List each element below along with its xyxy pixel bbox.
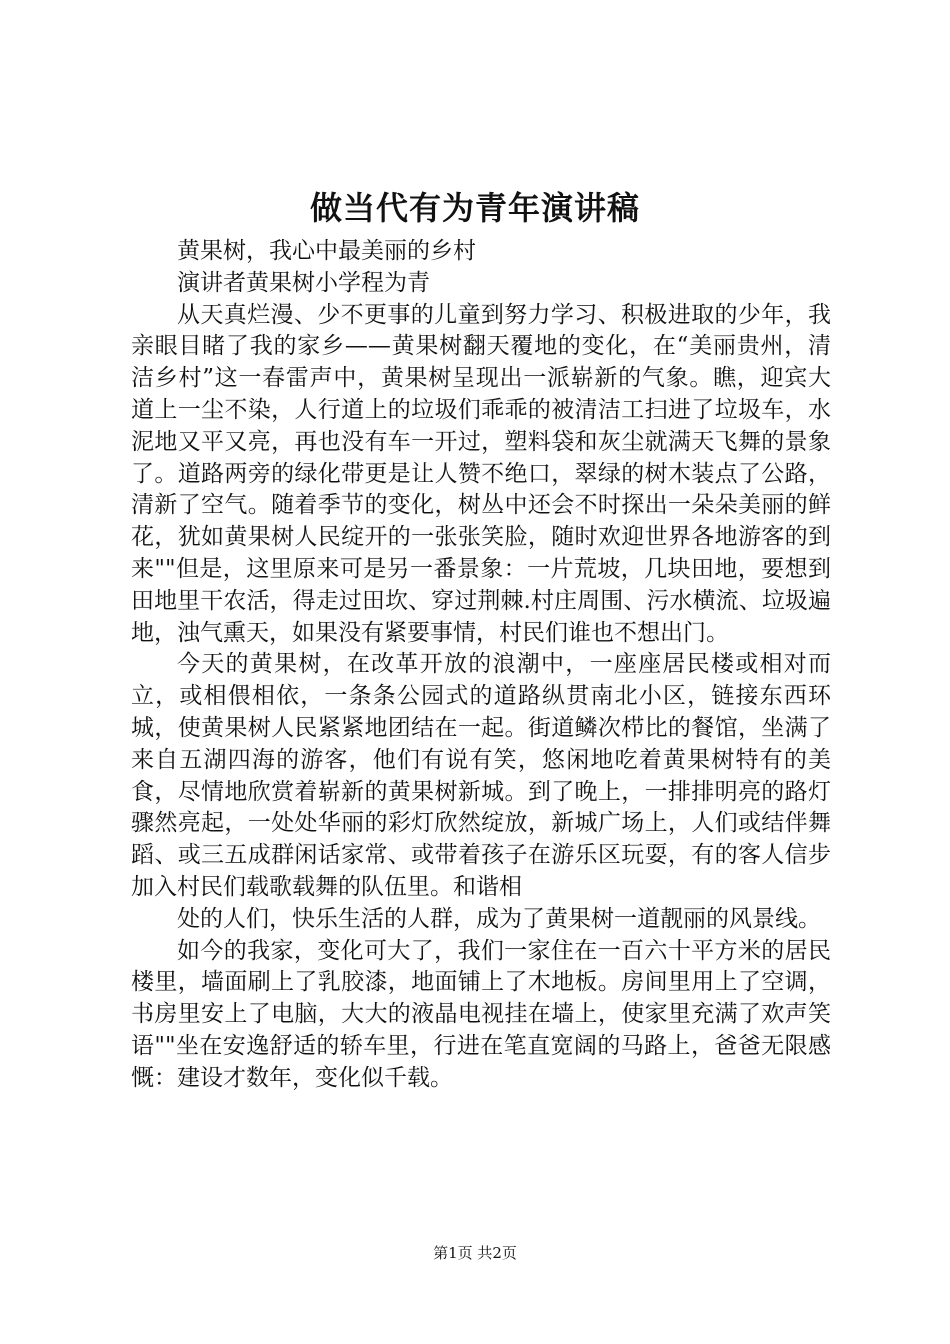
speaker-paragraph: 演讲者黄果树小学程为青 bbox=[177, 269, 430, 296]
document-title: 做当代有为青年演讲稿 bbox=[309, 189, 640, 227]
body-paragraph: 处的人们，快乐生活的人群，成为了黄果树一道靓丽的风景线。 bbox=[177, 905, 821, 932]
body-paragraph: 从天真烂漫、少不更事的儿童到努力学习、积极进取的少年，我亲眼目睹了我的家乡——黄果树翻天覆地的变化，在“美丽贵州，清洁乡村”这一春雷声中，黄果树呈现出一派崭新的气象。瞧，迎宾大道上一尘不染，人行道上的垃圾们乖乖的被清洁工扫进了垃圾车，水泥地又平又亮，再也没有车一开过，塑料袋和灰尘就满天飞舞的景象了。道路两旁的绿化带更是让人赞不绝口，翠绿的树木装点了公路，清新了空气。随着季节的变化，树丛中还会不时探出一朵朵美丽的鲜花，犹如黄果树人民绽开的一张张笑脸，随时欢迎世界各地游客的到来""但是，这里原来可是另一番景象：一片荒坡，几块田地，要想到田地里干农活，得走过田坎、穿过荆棘.村庄周围、污水横流、垃圾遍地，浊气熏天，如果没有紧要事情，村民们谁也不想出门。 bbox=[131, 301, 831, 646]
subtitle-paragraph: 黄果树，我心中最美丽的乡村 bbox=[177, 238, 476, 264]
body-paragraph: 如今的我家，变化可大了，我们一家住在一百六十平方米的居民楼里，墙面刷上了乳胶漆，地面铺上了木地板。房间里用上了空调，书房里安上了电脑，大大的液晶电视挂在墙上，使家里充满了欢声笑语""坐在安逸舒适的轿车里，行进在笔直宽阔的马路上，爸爸无限感慨：建设才数年，变化似千载。 bbox=[131, 937, 831, 1091]
page-footer: 第1页 共2页 bbox=[433, 1244, 517, 1262]
document-body bbox=[131, 236, 831, 1095]
body-paragraph: 今天的黄果树，在改革开放的浪潮中，一座座居民楼或相对而立，或相偎相依，一条条公园式的道路纵贯南北小区，链接东西环城，使黄果树人民紧紧地团结在一起。街道鳞次栉比的餐馆，坐满了来自五湖四海的游客，他们有说有笑，悠闲地吃着黄果树特有的美食，尽情地欣赏着崭新的黄果树新城。到了晚上，一排排明亮的路灯骤然亮起，一处处华丽的彩灯欣然绽放，新城广场上，人们或结伴舞蹈、或三五成群闲话家常、或带着孩子在游乐区玩耍，有的客人信步加入村民们载歌载舞的队伍里。和谐相 bbox=[131, 651, 831, 900]
